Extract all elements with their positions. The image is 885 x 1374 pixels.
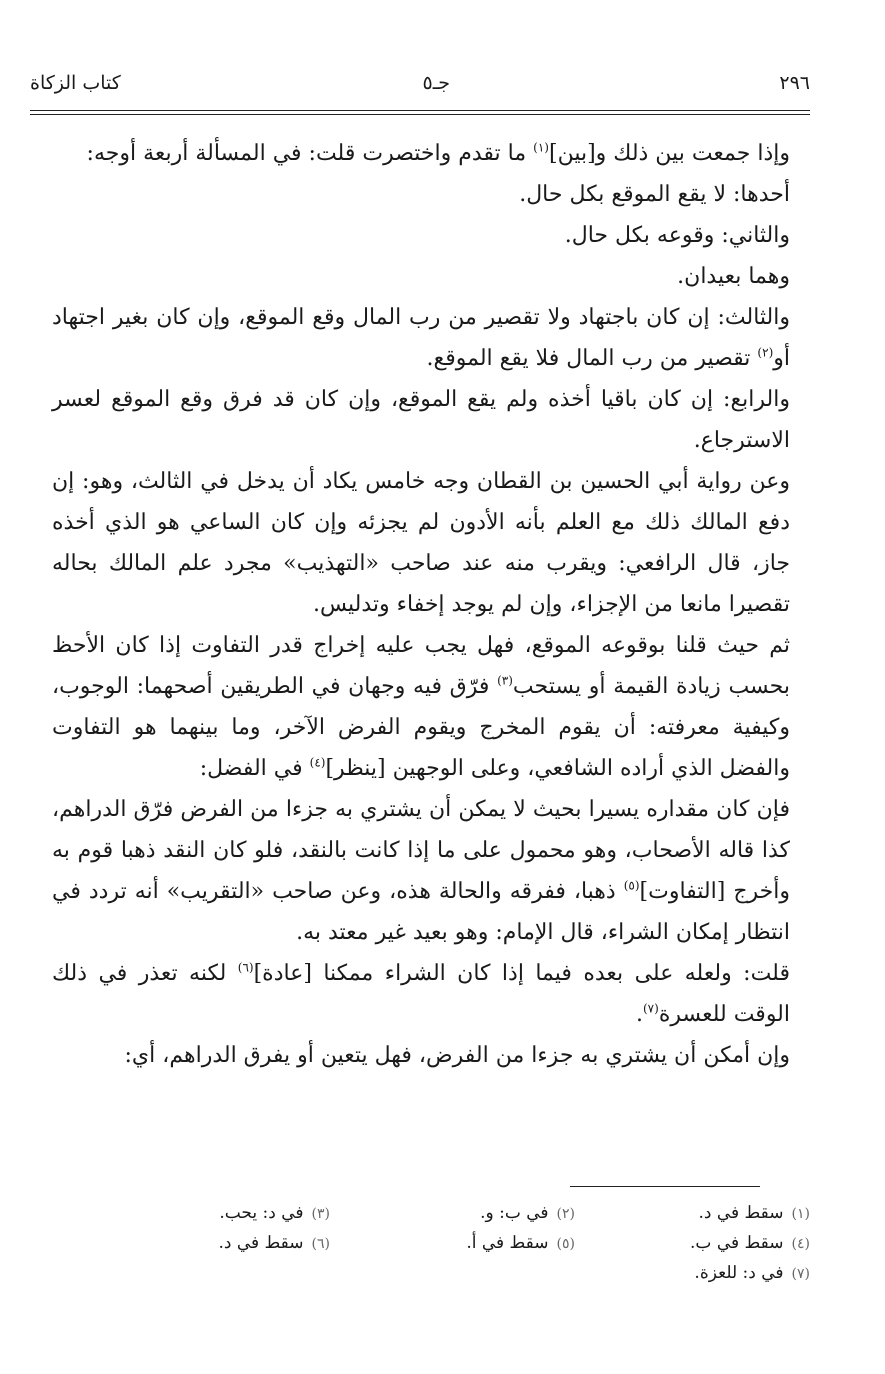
footnote: (٣)في د: يحب. — [219, 1203, 330, 1223]
paragraph: وإن أمكن أن يشتري به جزءا من الفرض، فهل يتعين أو يفرق الدراهم، أي: — [124, 1043, 790, 1068]
paragraph: وعن رواية أبي الحسين بن القطان وجه خامس يكاد أن يدخل في الثالث، وهو: إن دفع المالك ذلك مع العلم بأنه الأدون لم يجزئه وإن كان الساعي هو الذي أخذه جاز، قال الرافعي: ويقرب منه عند صاحب «التهذيب» مجرد علم المالك بحاله تقصيرا مانعا من الإجزاء، وإن لم يوجد إخفاء وتدليس. — [52, 469, 790, 617]
footnote-ref: (٦) — [237, 960, 254, 975]
footnote-row — [90, 1228, 810, 1258]
footnote-divider — [570, 1186, 760, 1187]
paragraph: ثم حيث قلنا بوقوعه الموقع، فهل يجب عليه إخراج قدر التفاوت إذا كان الأحظ بحسب زيادة القيمة أو يستحب$^{(٣)}$ فرّق فيه وجهان في الطريقين أصحهما: الوجوب، وكيفية معرفته: أن يقوم المخرج ويقوم الفرض الآخر، وما بينهما هو التفاوت والفضل الذي أراده الشافعي، وعلى الوجهين [ينظر]$^{(٤)}$ في الفضل: — [52, 633, 791, 781]
footnote: (٤)سقط في ب. — [690, 1233, 810, 1253]
footnote: (٥)سقط في أ. — [466, 1233, 575, 1253]
volume-label: جـ٥ — [422, 72, 450, 94]
footnote-ref: (٣) — [497, 673, 513, 688]
footnote-row — [90, 1258, 810, 1288]
paragraph: والرابع: إن كان باقيا أخذه ولم يقع الموقع، وإن كان قد فرق وقع الموقع لعسر الاسترجاع. — [52, 387, 790, 453]
book-title: كتاب الزكاة — [30, 72, 121, 94]
footnote-row — [90, 1198, 810, 1228]
paragraph: قلت: ولعله على بعده فيما إذا كان الشراء ممكنا [عادة]$^{(٦)}$ لكنه تعذر في ذلك الوقت للعسرة$^{(٧)}$. — [52, 960, 790, 1027]
page-header — [30, 72, 810, 102]
paragraph: والثالث: إن كان باجتهاد ولا تقصير من رب المال وقع الموقع، وإن كان بغير اجتهاد أو$^{(٢)}$ تقصير من رب المال فلا يقع الموقع. — [52, 305, 790, 371]
header-rule-thick — [30, 110, 810, 111]
paragraph: أحدها: لا يقع الموقع بكل حال. — [519, 182, 790, 207]
footnote: (١)سقط في د. — [698, 1203, 810, 1223]
main-text — [52, 133, 812, 1076]
header-rule-thin — [30, 114, 810, 115]
footnotes — [90, 1198, 810, 1288]
footnote-ref: (٧) — [642, 1001, 659, 1016]
footnote-ref: (١) — [533, 140, 549, 155]
footnote: (٢)في ب: و. — [480, 1203, 575, 1223]
paragraph: وإذا جمعت بين ذلك و[بين]$^{(١)}$ ما تقدم واختصرت قلت: في المسألة أربعة أوجه: — [86, 140, 790, 166]
paragraph: وهما بعيدان. — [677, 264, 790, 289]
page-number: ٢٩٦ — [779, 72, 810, 94]
footnote-ref: (٥) — [623, 878, 640, 893]
footnote: (٧)في د: للعزة. — [694, 1263, 810, 1283]
paragraph: والثاني: وقوعه بكل حال. — [564, 223, 790, 248]
paragraph: فإن كان مقداره يسيرا بحيث لا يمكن أن يشتري به جزءا من الفرض فرّق الدراهم، كذا قاله الأصحاب، وهو محمول على ما إذا كانت بالنقد، فلو كان النقد ذهبا قوم به وأخرج [التفاوت]$^{(٥)}$ ذهبا، ففرقه والحالة هذه، وعن صاحب «التقريب» أنه تردد في انتظار إمكان الشراء، قال الإمام: وهو بعيد غير معتد به. — [52, 797, 790, 945]
footnote-ref: (٤) — [309, 755, 326, 770]
footnote: (٦)سقط في د. — [218, 1233, 330, 1253]
footnote-ref: (٢) — [757, 345, 774, 360]
